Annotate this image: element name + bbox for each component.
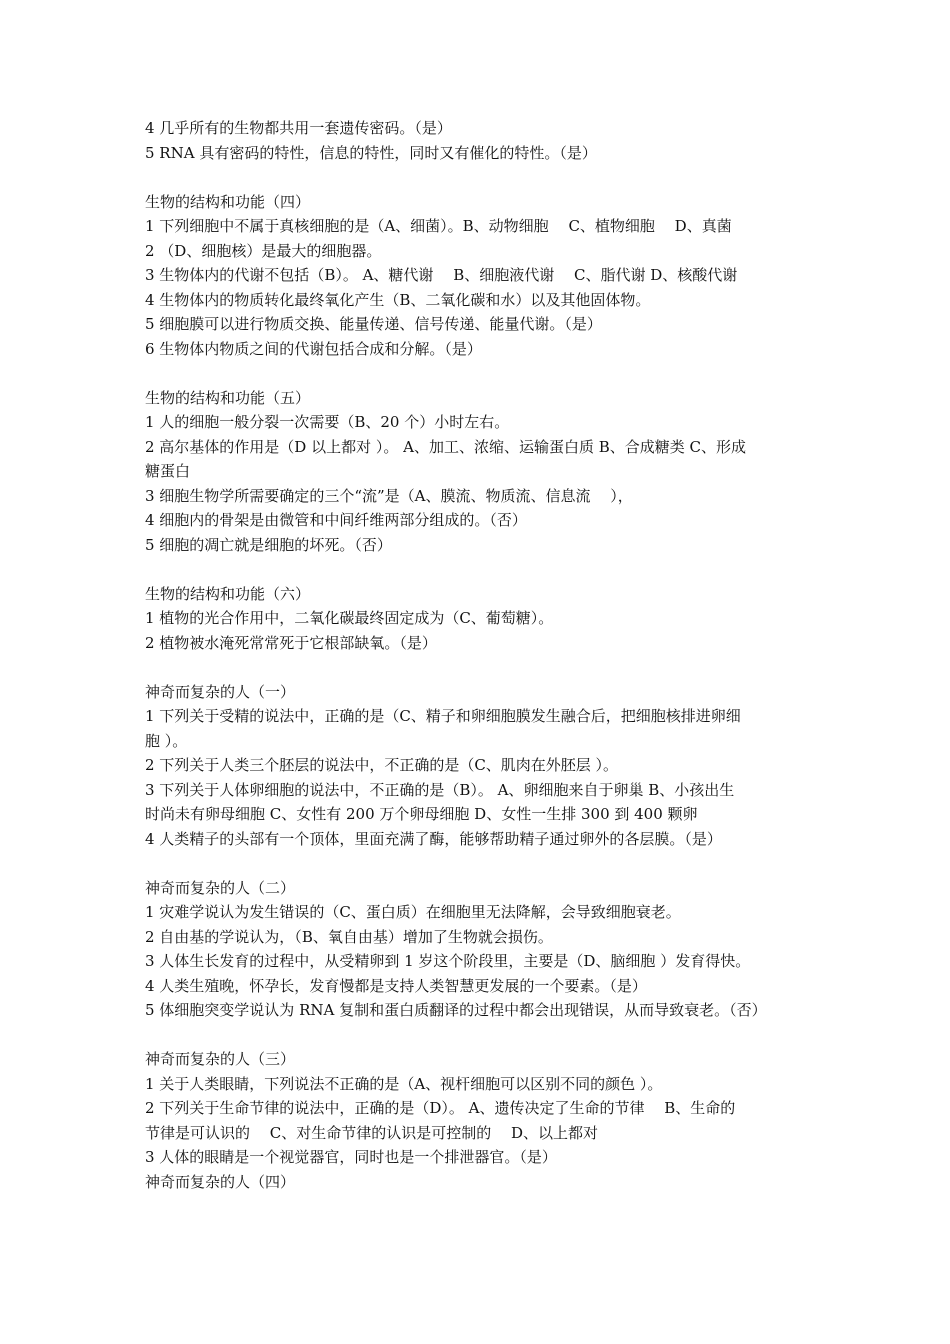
- question-item: 3 人体生长发育的过程中，从受精卵到 1 岁这个阶段里，主要是（D、脑细胞 ）发育得快。: [145, 952, 751, 970]
- question-item: 2 植物被水淹死常常死于它根部缺氧。（是）: [145, 633, 437, 652]
- question-item: 5 体细胞突变学说认为 RNA 复制和蛋白质翻译的过程中都会出现错误，从而导致衰老。（否）: [145, 1001, 767, 1019]
- question-item: 2 （D、细胞核）是最大的细胞器。: [145, 241, 382, 260]
- question-item: 3 生物体内的代谢不包括（B）。 A、糖代谢 B、细胞液代谢 C、脂代谢 D、核酸代谢: [145, 266, 738, 284]
- question-item: 5 细胞的凋亡就是细胞的坏死。（否）: [145, 535, 392, 554]
- question-item: 5 RNA 具有密码的特性，信息的特性，同时又有催化的特性。（是）: [145, 143, 597, 162]
- paragraph-gap: [145, 557, 815, 582]
- question-item: 1 植物的光合作用中，二氧化碳最终固定成为（C、葡萄糖）。: [145, 609, 554, 627]
- question-item-continuation: 胞 ）。: [145, 731, 188, 750]
- paragraph-gap: [145, 165, 815, 190]
- question-item: 1 下列关于受精的说法中，正确的是（C、精子和卵细胞膜发生融合后，把细胞核排进卵细: [145, 707, 741, 725]
- paragraph-gap: [145, 851, 815, 876]
- question-item-continuation: 节律是可认识的 C、对生命节律的认识是可控制的 D、以上都对: [145, 1123, 599, 1142]
- section-heading: 神奇而复杂的人（一）: [145, 682, 296, 701]
- question-item: 3 下列关于人体卵细胞的说法中，不正确的是（B）。 A、卵细胞来自于卵巢 B、小孩出生: [145, 780, 735, 799]
- question-item: 1 关于人类眼睛，下列说法不正确的是（A、视杆细胞可以区别不同的颜色 ）。: [145, 1074, 663, 1093]
- question-item: 1 人的细胞一般分裂一次需要（B、20 个）小时左右。: [145, 413, 510, 431]
- question-item: 5 细胞膜可以进行物质交换、能量传递、信号传递、能量代谢。（是）: [145, 315, 602, 333]
- section-heading: 神奇而复杂的人（三）: [145, 1050, 296, 1068]
- question-item: 1 灾难学说认为发生错误的（C、蛋白质）在细胞里无法降解，会导致细胞衰老。: [145, 903, 681, 921]
- section-heading: 生物的结构和功能（五）: [145, 388, 311, 407]
- question-item: 4 细胞内的骨架是由微管和中间纤维两部分组成的。（否）: [145, 511, 527, 529]
- section-heading: 神奇而复杂的人（四）: [145, 1172, 296, 1191]
- question-item-continuation: 糖蛋白: [145, 462, 191, 480]
- question-item-continuation: 时尚未有卵母细胞 C、女性有 200 万个卵母细胞 D、女性一生排 300 到 400 颗卵: [145, 805, 698, 823]
- document-body: [145, 116, 815, 1194]
- paragraph-gap: [145, 361, 815, 386]
- question-item: 4 人类精子的头部有一个顶体，里面充满了酶，能够帮助精子通过卵外的各层膜。（是）: [145, 829, 722, 848]
- question-item: 2 下列关于生命节律的说法中，正确的是（D）。 A、遗传决定了生命的节律 B、生命的: [145, 1099, 736, 1117]
- question-item: 6 生物体内物质之间的代谢包括合成和分解。（是）: [145, 339, 482, 358]
- paragraph-gap: [145, 655, 815, 680]
- question-item: 4 生物体内的物质转化最终氧化产生（B、二氧化碳和水）以及其他固体物。: [145, 290, 651, 309]
- question-item: 2 自由基的学说认为，（B、氧自由基）增加了生物就会损伤。: [145, 927, 553, 946]
- question-item: 1 下列细胞中不属于真核细胞的是（A、细菌）。B、动物细胞 C、植物细胞 D、真菌: [145, 217, 732, 235]
- question-item: 3 人体的眼睛是一个视觉器官，同时也是一个排泄器官。（是）: [145, 1148, 557, 1166]
- question-item: 3 细胞生物学所需要确定的三个“流”是（A、膜流、物质流、信息流 ），: [145, 486, 633, 505]
- question-item: 4 几乎所有的生物都共用一套遗传密码。（是）: [145, 119, 452, 137]
- section-heading: 生物的结构和功能（四）: [145, 192, 311, 211]
- question-item: 2 高尔基体的作用是（D 以上都对 ）。 A、加工、浓缩、运输蛋白质 B、合成糖类 C、形成: [145, 437, 747, 456]
- question-item: 2 下列关于人类三个胚层的说法中，不正确的是（C、肌肉在外胚层 ）。: [145, 756, 619, 774]
- section-heading: 神奇而复杂的人（二）: [145, 878, 296, 897]
- paragraph-gap: [145, 1023, 815, 1048]
- question-item: 4 人类生殖晚，怀孕长，发育慢都是支持人类智慧更发展的一个要素。（是）: [145, 976, 647, 995]
- section-heading: 生物的结构和功能（六）: [145, 584, 311, 603]
